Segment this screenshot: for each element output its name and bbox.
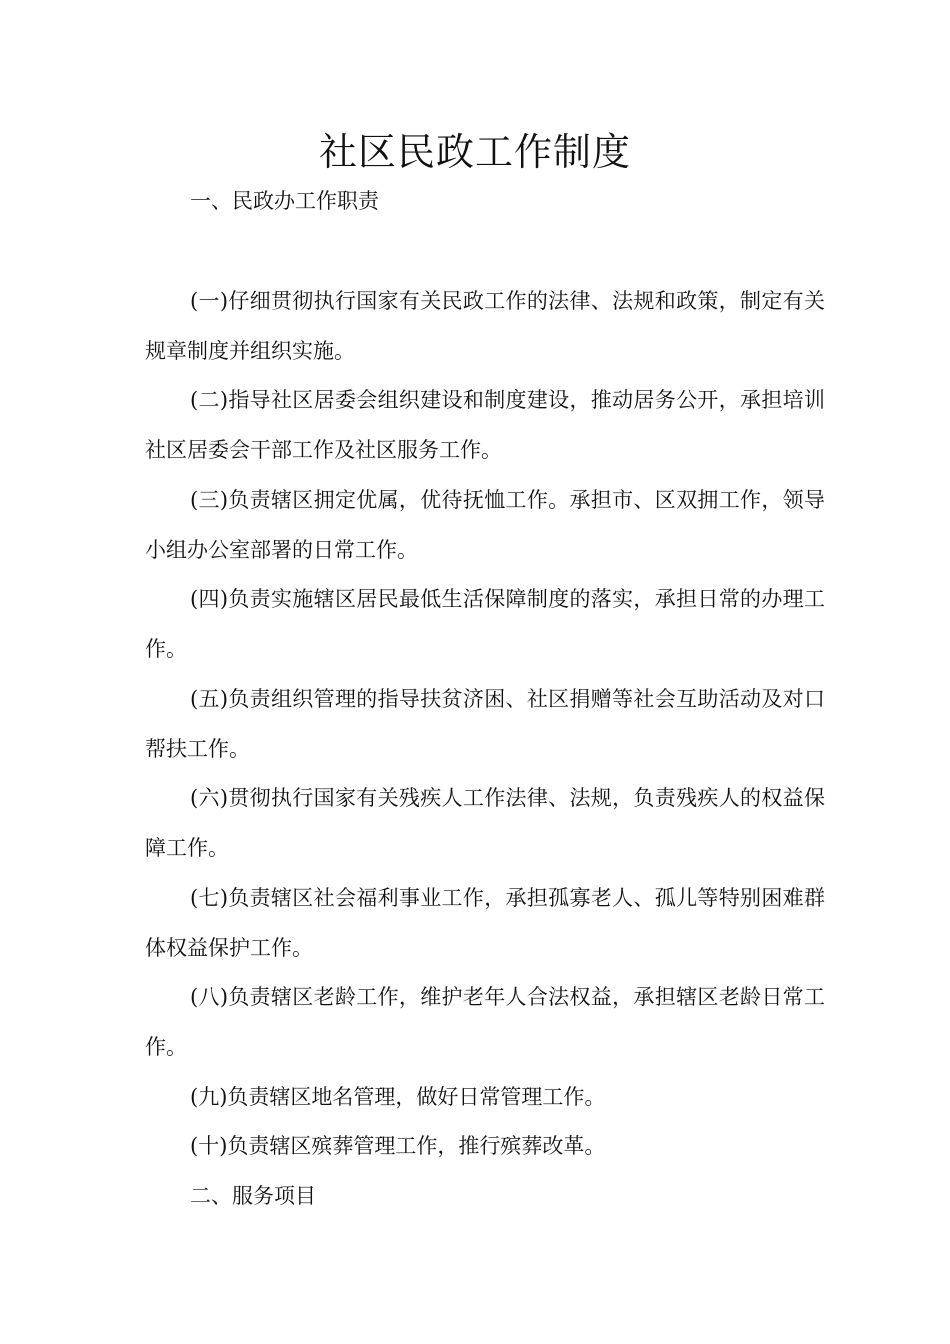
duty-paragraph-9: (九)负责辖区地名管理，做好日常管理工作。 bbox=[190, 1085, 606, 1109]
duty-paragraph-3: (三)负责辖区拥定优属，优待抚恤工作。承担市、区双拥工作，领导小组办公室部署的日常工作。 bbox=[145, 488, 825, 562]
duty-paragraph-8: (八)负责辖区老龄工作，维护老年人合法权益，承担辖区老龄日常工作。 bbox=[145, 985, 825, 1059]
section-heading-services: 二、服务项目 bbox=[190, 1184, 316, 1208]
duty-paragraph-4: (四)负责实施辖区居民最低生活保障制度的落实，承担日常的办理工作。 bbox=[145, 587, 825, 661]
duty-paragraph-5: (五)负责组织管理的指导扶贫济困、社区捐赠等社会互助活动及对口帮扶工作。 bbox=[145, 687, 825, 761]
section-heading-duties: 一、民政办工作职责 bbox=[190, 189, 379, 213]
document-title: 社区民政工作制度 bbox=[318, 130, 631, 174]
duty-paragraph-10: (十)负责辖区殡葬管理工作，推行殡葬改革。 bbox=[190, 1134, 606, 1158]
duty-paragraph-6: (六)贯彻执行国家有关残疾人工作法律、法规，负责残疾人的权益保障工作。 bbox=[145, 786, 825, 860]
duty-paragraph-2: (二)指导社区居委会组织建设和制度建设，推动居务公开，承担培训社区居委会干部工作及社区服务工作。 bbox=[145, 388, 825, 462]
duty-paragraph-7: (七)负责辖区社会福利事业工作，承担孤寡老人、孤儿等特别困难群体权益保护工作。 bbox=[145, 886, 825, 960]
duty-paragraph-1: (一)仔细贯彻执行国家有关民政工作的法律、法规和政策，制定有关规章制度并组织实施。 bbox=[145, 289, 825, 363]
